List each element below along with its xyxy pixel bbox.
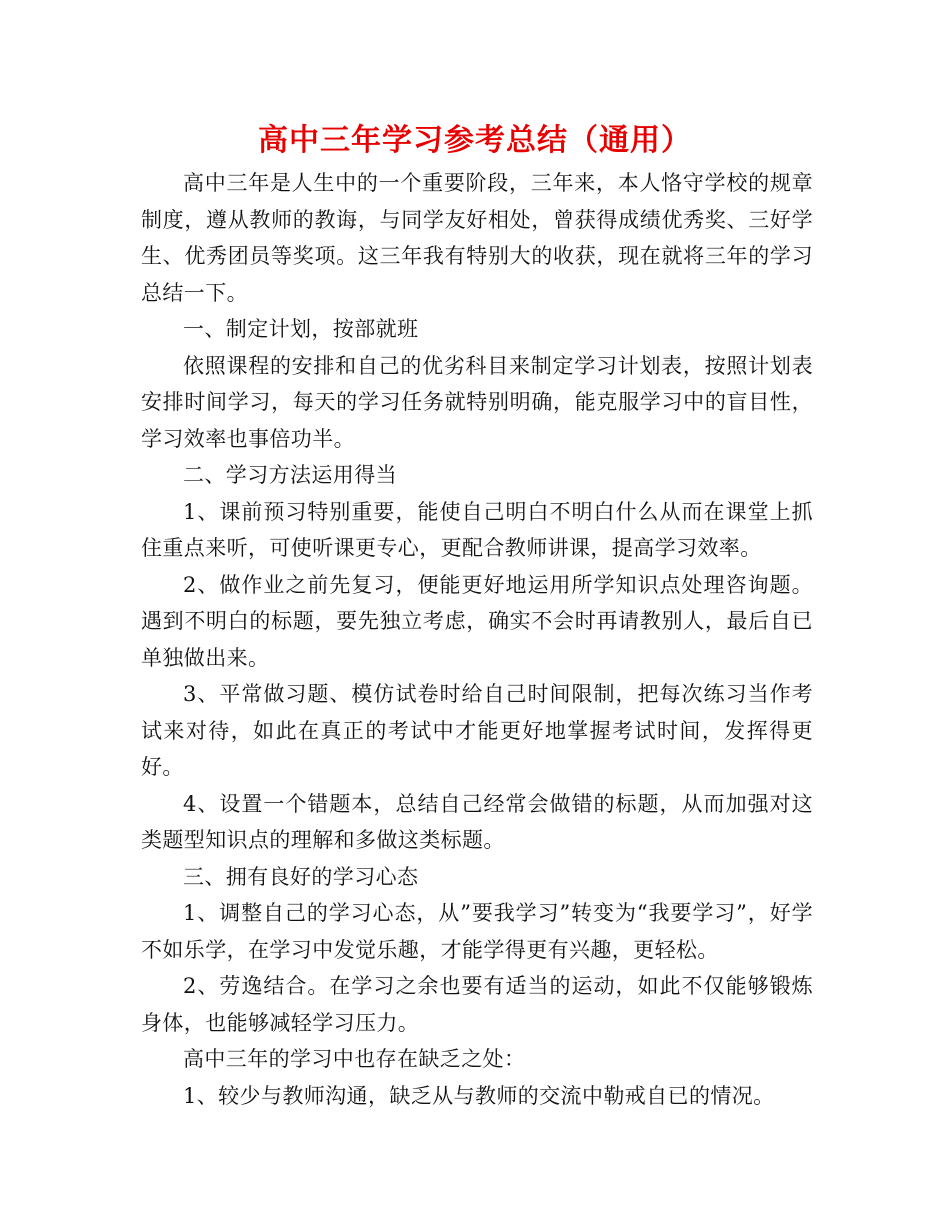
section-1-paragraph: 依照课程的安排和自己的优劣科目来制定学习计划表，按照计划表安排时间学习，每天的学习任务就特别明确，能克服学习中的盲目性，学习效率也事倍功半。 [141,353,813,451]
section-heading-3: 三、拥有良好的学习心态 [183,864,419,889]
section-2-item-2: 2、做作业之前先复习，便能更好地运用所学知识点处理咨询题。遇到不明白的标题，要先独立考虑，确实不会时再请教别人，最后自已单独做出来。 [141,572,813,670]
section-heading-2: 二、学习方法运用得当 [183,463,397,487]
section-2-item-3: 3、平常做习题、模仿试卷时给自己时间限制，把每次练习当作考试来对待，如此在真正的考试中才能更好地掌握考试时间，发挥得更好。 [141,682,813,779]
section-3-item-2: 2、劳逸结合。在学习之余也要有适当的运动，如此不仅能够锻炼身体，也能够减轻学习压力。 [141,974,813,1035]
section-2-item-4: 4、设置一个错题本，总结自己经常会做错的标题，从而加强对这类题型知识点的理解和多做这类标题。 [141,791,813,852]
shortcomings-intro: 高中三年的学习中也存在缺乏之处： [183,1047,526,1071]
section-3-item-1: 1、调整自己的学习心态，从”要我学习”转变为“我要学习”，好学不如乐学，在学习中发觉乐趣，才能学得更有兴趣，更轻松。 [141,901,813,962]
section-2-item-1: 1、课前预习特别重要，能使自己明白不明白什么从而在课堂上抓住重点来听，可使听课更专心，更配合教师讲课，提高学习效率。 [141,499,813,560]
document-body [141,165,813,1114]
section-heading-1: 一、制定计划，按部就班 [183,317,419,341]
document-title: 高中三年学习参考总结（通用） [258,123,692,158]
intro-paragraph: 高中三年是人生中的一个重要阶段，三年来，本人恪守学校的规章制度，遵从教师的教诲，与同学友好相处，曾获得成绩优秀奖、三好学生、优秀团员等奖项。这三年我有特别大的收获，现在就将三年的学习总结一下。 [141,171,813,305]
shortcoming-item-1: 1、较少与教师沟通，缺乏从与教师的交流中勒戒自已的情况。 [183,1083,775,1108]
